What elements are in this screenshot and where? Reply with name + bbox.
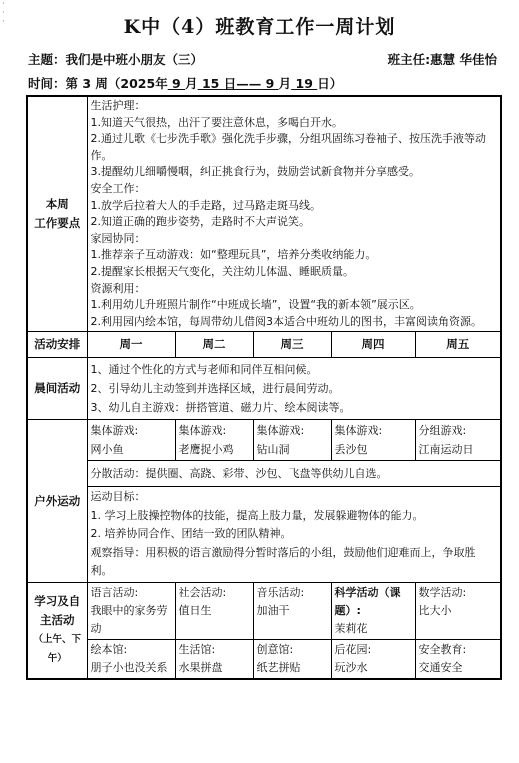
goal-line: 1. 学习上肢操控物体的技能，提高上肢力量，发展躲避物体的能力。 <box>90 508 424 522</box>
end-day: 19 <box>291 76 318 91</box>
outdoor-goal-row <box>27 487 501 583</box>
time-row <box>28 74 497 92</box>
focus-line: 1.推荐亲子互动游戏：如“整理玩具”，培养分类收纳能力。 <box>90 248 377 262</box>
lesson-cell: 社会活动: 值日生 <box>175 582 253 639</box>
month-char-2: 月 <box>278 76 292 91</box>
focus-line: 1.放学后拉着大人的手走路，过马路走斑马线。 <box>90 198 321 212</box>
game-cell: 集体游戏: 网小鱼 <box>87 420 175 461</box>
outdoor-group-row <box>27 461 501 487</box>
day-header-mon: 周一 <box>87 332 175 358</box>
start-day: 15 <box>197 76 224 91</box>
day-header-fri: 周五 <box>415 332 501 358</box>
morning-content <box>87 358 501 420</box>
learning-row-2 <box>27 639 501 679</box>
month-char-1: 月 <box>185 76 198 91</box>
time-prefix: 时间：第 3 周（2025年 <box>28 76 168 91</box>
lesson-cell-science: 科学活动（课题）: 茉莉花 <box>331 582 415 639</box>
area-cell: 创意馆: 纸艺拼贴 <box>253 639 331 679</box>
learning-label: 学习及自 主活动 （上午、下午） <box>27 582 87 679</box>
goal-line: 2. 培养协同合作、团结一致的团队精神。 <box>90 527 292 541</box>
focus-label: 本周 工作要点 <box>27 96 87 332</box>
goal-line: 观察指导：用积极的语言激励得分暂时落后的小组，鼓励他们迎难而上，争取胜利。 <box>90 545 476 578</box>
game-cell: 集体游戏: 老鹰捉小鸡 <box>175 420 253 461</box>
day-header-tue: 周二 <box>175 332 253 358</box>
morning-line: 2、引导幼儿主动签到并选择区域，进行晨间劳动。 <box>90 382 340 396</box>
outdoor-games-row <box>27 420 501 461</box>
focus-line: 生活护理： <box>90 99 146 112</box>
learning-row-1 <box>27 582 501 639</box>
area-cell: 生活馆: 水果拼盘 <box>175 639 253 679</box>
area-cell: 安全教育: 交通安全 <box>415 639 501 679</box>
weekly-plan-table <box>26 95 502 680</box>
theme-text: 主题：我们是中班小朋友（三） <box>28 52 204 67</box>
day-header-thu: 周四 <box>331 332 415 358</box>
morning-line: 3、幼儿自主游戏：拼搭管道、磁力片、绘本阅读等。 <box>90 401 351 415</box>
focus-content <box>87 96 501 332</box>
theme-row <box>28 50 497 68</box>
game-cell: 集体游戏: 钻山洞 <box>253 420 331 461</box>
margin-marks: · · · <box>2 0 5 27</box>
page-title: K中（4）班教育工作一周计划 <box>123 16 396 38</box>
teacher-text: 班主任:惠慧 华佳怡 <box>387 52 497 67</box>
focus-line: 2.利用园内绘本馆，每周带幼儿借阅3本适合中班幼儿的图书，丰富阅读角资源。 <box>90 314 482 328</box>
game-cell: 分组游戏: 江南运动日 <box>415 420 501 461</box>
focus-line: 1.利用幼儿升班照片制作“中班成长墙”，设置“我的新本领”展示区。 <box>90 298 421 312</box>
morning-line: 1、通过个性化的方式与老师和同伴互相问候。 <box>90 363 318 377</box>
schedule-label: 活动安排 <box>27 332 87 358</box>
focus-line: 2.通过儿歌《七步洗手歌》强化洗手步骤，分组巩固练习卷袖子、按压洗手液等动作。 <box>90 132 486 162</box>
game-cell: 集体游戏: 丢沙包 <box>331 420 415 461</box>
focus-line: 安全工作： <box>90 181 146 195</box>
focus-line: 2.知道正确的跑步姿势，走路时不大声说笑。 <box>90 215 310 229</box>
focus-line: 2.提醒家长根据天气变化，关注幼儿体温、睡眠质量。 <box>90 264 354 278</box>
lesson-cell: 音乐活动: 加油干 <box>253 582 331 639</box>
lesson-cell: 语言活动: 我眼中的家务劳动 <box>87 582 175 639</box>
area-cell: 绘本馆: 朋子小也没关系 <box>87 639 175 679</box>
focus-line: 家园协同： <box>90 231 146 245</box>
start-month: 9 <box>167 76 186 91</box>
morning-label: 晨间活动 <box>27 358 87 420</box>
focus-line: 3.提醒幼儿细嚼慢咽，纠正挑食行为，鼓励尝试新食物并分享感受。 <box>90 165 420 179</box>
day-dash: 日—— <box>223 76 262 91</box>
area-cell: 后花园: 玩沙水 <box>331 639 415 679</box>
outdoor-goals <box>87 487 501 583</box>
group-activity: 分散活动：提供圈、高跷、彩带、沙包、飞盘等供幼儿自选。 <box>87 461 501 487</box>
focus-row <box>27 96 501 332</box>
day-header-wed: 周三 <box>253 332 331 358</box>
schedule-header-row <box>27 332 501 358</box>
focus-line: 1.知道天气很热，出汗了要注意休息，多喝白开水。 <box>90 115 343 129</box>
focus-line: 资源利用： <box>90 281 146 295</box>
outdoor-label: 户外运动 <box>27 420 87 583</box>
end-month: 9 <box>261 76 279 91</box>
day-close: 日） <box>317 76 343 91</box>
morning-row <box>27 358 501 420</box>
lesson-cell: 数学活动: 比大小 <box>415 582 501 639</box>
goal-line: 运动目标： <box>90 490 146 504</box>
